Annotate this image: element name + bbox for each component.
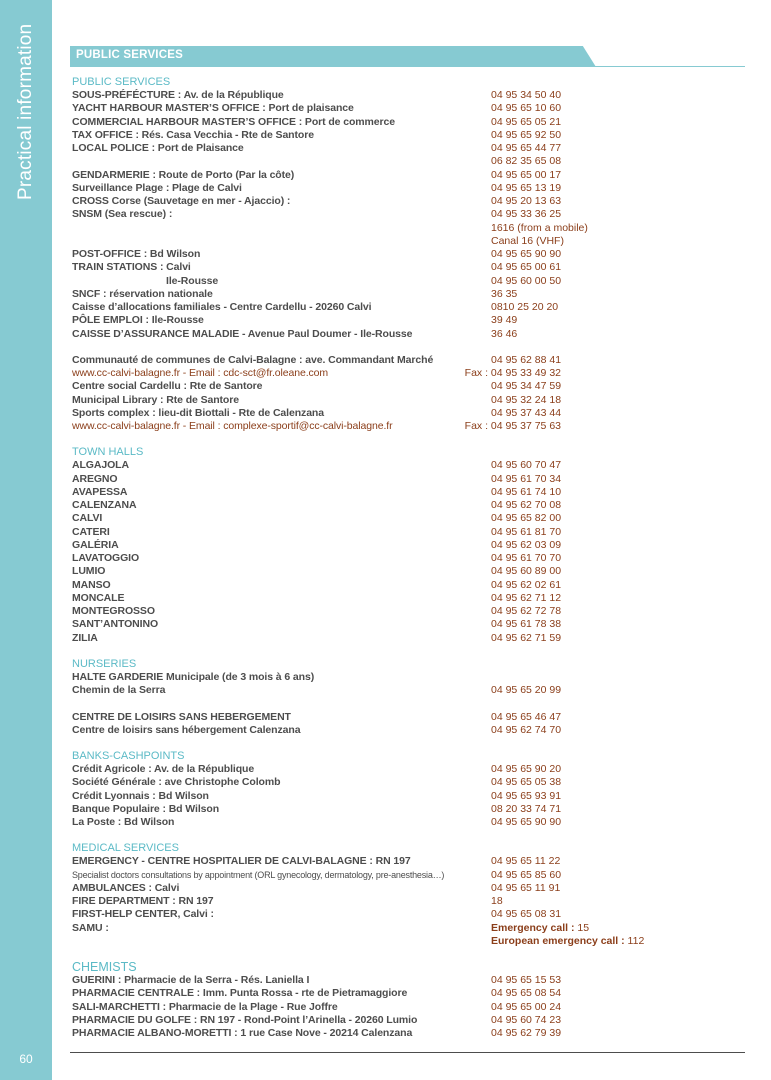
entry-phone: 04 95 65 11 22 xyxy=(491,855,561,868)
entry-phone: 04 95 65 90 20 xyxy=(491,763,562,775)
entry-label: PHARMACIE CENTRALE : Imm. Punta Rossa - rte de Pietramaggiore xyxy=(72,987,408,1000)
entry-phone: 18 xyxy=(491,895,503,907)
entry-label: Surveillance Plage : Plage de Calvi xyxy=(72,181,242,194)
list-item xyxy=(72,855,672,868)
list-item xyxy=(72,420,672,433)
list-item xyxy=(72,486,672,499)
section-title: CHEMISTS xyxy=(72,960,137,974)
entry-label: ALGAJOLA xyxy=(72,459,129,472)
entry-label: Sports complex : lieu-dit Biottali - Rte de Calenzana xyxy=(72,406,324,419)
list-item xyxy=(72,208,672,221)
entry-label: Centre social Cardellu : Rte de Santore xyxy=(72,380,263,393)
list-item xyxy=(72,512,672,525)
section-title: TOWN HALLS xyxy=(72,446,144,459)
list-item xyxy=(72,89,672,102)
list-item xyxy=(72,314,672,327)
entry-fax: Fax : 04 95 37 75 63 xyxy=(464,420,561,432)
list-item xyxy=(72,684,672,697)
entry-label: PHARMACIE DU GOLFE : RN 197 - Rond-Point l’Arinella - 20260 Lumio xyxy=(72,1013,418,1026)
entry-phone: 04 95 65 93 91 xyxy=(491,789,562,802)
list-item xyxy=(72,182,672,195)
entry-phone: 04 95 20 13 63 xyxy=(491,195,562,207)
entry-phone: 04 95 60 89 00 xyxy=(491,565,562,578)
list-item xyxy=(72,407,672,420)
entry-phone: 04 95 62 71 59 xyxy=(491,631,562,644)
entry-label: Municipal Library : Rte de Santore xyxy=(72,393,239,406)
website-link[interactable]: www.cc-calvi-balagne.fr - Email : complexe-sportif@cc-calvi-balagne.fr xyxy=(72,420,393,432)
banner-line xyxy=(70,66,745,67)
entry-label: Caisse d’allocations familiales - Centre Cardellu - 20260 Calvi xyxy=(72,301,372,313)
list-item xyxy=(72,155,672,168)
entry-label: GENDARMERIE : Route de Porto (Par la côte) xyxy=(72,168,295,181)
entry-label: Chemin de la Serra xyxy=(72,684,166,696)
list-item xyxy=(72,974,672,987)
section-community xyxy=(72,354,672,434)
page-number: 60 xyxy=(19,1052,33,1066)
list-item xyxy=(72,328,672,341)
european-emergency-label: European emergency call : xyxy=(491,934,625,947)
entry-phone: 04 95 65 44 77 xyxy=(491,142,562,154)
list-item xyxy=(72,671,672,684)
list-item xyxy=(72,922,672,935)
entry-phone: 04 95 65 05 21 xyxy=(491,115,562,128)
entry-phone: 04 95 65 08 54 xyxy=(491,987,562,1000)
list-item xyxy=(72,301,672,314)
list-item xyxy=(72,724,672,737)
entry-phone: 04 95 65 10 60 xyxy=(491,102,562,115)
entry-phone: 04 95 65 46 47 xyxy=(491,710,562,723)
entry-label: SALI-MARCHETTI : Pharmacie de la Plage - Rue Joffre xyxy=(72,1000,338,1013)
list-item xyxy=(72,129,672,142)
list-item xyxy=(72,116,672,129)
entry-label: FIRST-HELP CENTER, Calvi : xyxy=(72,908,214,921)
entry-phone: 39 49 xyxy=(491,314,518,327)
list-item xyxy=(72,539,672,552)
entry-label: CATERI xyxy=(72,525,110,538)
entry-phone: 04 95 37 43 44 xyxy=(491,406,562,419)
entry-phone: 04 95 62 79 39 xyxy=(491,1027,562,1039)
emergency-call-label: Emergency call : xyxy=(491,921,575,934)
section-public-services xyxy=(72,76,672,341)
entry-label: MANSO xyxy=(72,578,111,591)
list-item xyxy=(72,261,672,274)
list-item xyxy=(72,790,672,803)
entry-phone: 04 95 61 70 34 xyxy=(491,472,562,485)
entry-phone: 04 95 65 00 61 xyxy=(491,261,562,274)
entry-phone xyxy=(491,935,644,948)
list-item xyxy=(72,776,672,789)
entry-phone: 04 95 65 92 50 xyxy=(491,128,562,141)
list-item xyxy=(72,459,672,472)
entry-label: COMMERCIAL HARBOUR MASTER’S OFFICE : Port de commerce xyxy=(72,115,395,128)
entry-label: MONTEGROSSO xyxy=(72,605,155,617)
entry-phone: 04 95 65 82 00 xyxy=(491,512,562,525)
entry-phone: 1616 (from a mobile) xyxy=(491,221,588,234)
entry-label: Communauté de communes de Calvi-Balagne : ave. Commandant Marché xyxy=(72,353,434,366)
section-medical xyxy=(72,842,672,948)
entry-label: CAISSE D’ASSURANCE MALADIE - Avenue Paul Doumer - Ile-Rousse xyxy=(72,327,413,340)
entry-phone: 04 95 65 00 24 xyxy=(491,1000,562,1013)
entry-label: Ile-Rousse xyxy=(166,274,219,287)
emergency-call-number: 15 xyxy=(574,921,590,934)
entry-label: CALENZANA xyxy=(72,499,137,511)
entry-phone: 04 95 65 15 53 xyxy=(491,974,562,986)
entry-phone: 04 95 32 24 18 xyxy=(491,393,562,406)
footer-divider xyxy=(70,1052,745,1053)
entry-phone: 04 95 65 90 90 xyxy=(491,816,562,828)
directory-content xyxy=(72,76,672,1053)
entry-phone: 04 95 61 81 70 xyxy=(491,525,562,538)
list-item xyxy=(72,882,672,895)
list-item xyxy=(72,618,672,631)
entry-phone xyxy=(491,922,589,935)
list-item xyxy=(72,803,672,816)
entry-label: LAVATOGGIO xyxy=(72,552,140,564)
entry-label: POST-OFFICE : Bd Wilson xyxy=(72,248,201,260)
sidebar-title: Practical information xyxy=(15,23,36,200)
list-item xyxy=(72,552,672,565)
entry-phone: 04 95 61 74 10 xyxy=(491,485,562,498)
entry-phone: 08 20 33 74 71 xyxy=(491,802,562,815)
entry-label: FIRE DEPARTMENT : RN 197 xyxy=(72,895,214,907)
entry-phone: 36 35 xyxy=(491,287,518,300)
entry-phone: 04 95 62 88 41 xyxy=(491,353,562,366)
entry-phone: 04 95 65 13 19 xyxy=(491,181,562,194)
entry-phone: 04 95 65 20 99 xyxy=(491,684,562,696)
list-item xyxy=(72,579,672,592)
entry-phone: 04 95 62 72 78 xyxy=(491,605,562,617)
list-item xyxy=(72,102,672,115)
entry-label: EMERGENCY - CENTRE HOSPITALIER DE CALVI-BALAGNE : RN 197 xyxy=(72,855,411,868)
entry-label: LUMIO xyxy=(72,565,106,578)
entry-label: La Poste : Bd Wilson xyxy=(72,816,175,828)
entry-phone: 04 95 65 00 17 xyxy=(491,168,562,181)
entry-label: AMBULANCES : Calvi xyxy=(72,881,180,894)
list-item xyxy=(72,869,672,882)
entry-phone: 0810 25 20 20 xyxy=(491,301,559,313)
entry-phone: Canal 16 (VHF) xyxy=(491,234,564,247)
entry-label: Crédit Agricole : Av. de la République xyxy=(72,763,255,775)
list-item xyxy=(72,473,672,486)
list-item xyxy=(72,235,672,248)
list-item xyxy=(72,367,672,380)
list-item xyxy=(72,394,672,407)
list-item xyxy=(72,222,672,235)
entry-label: Specialist doctors consultations by appointment (ORL gynecology, dermatology, pre-anesthesia…) xyxy=(72,869,445,880)
list-item xyxy=(72,288,672,301)
list-item xyxy=(72,592,672,605)
list-item xyxy=(72,275,672,288)
website-link[interactable]: www.cc-calvi-balagne.fr - Email : cdc-sct@fr.oleane.com xyxy=(72,367,329,379)
entry-label: Banque Populaire : Bd Wilson xyxy=(72,802,220,815)
entry-phone: 04 95 62 70 08 xyxy=(491,499,562,511)
entry-label: HALTE GARDERIE Municipale (de 3 mois à 6 ans) xyxy=(72,670,315,683)
entry-label: TRAIN STATIONS : Calvi xyxy=(72,261,191,274)
list-item xyxy=(72,987,672,1000)
entry-label: TAX OFFICE : Rés. Casa Vecchia - Rte de Santore xyxy=(72,128,314,141)
entry-label: SAMU : xyxy=(72,921,109,934)
entry-label: CROSS Corse (Sauvetage en mer - Ajaccio) : xyxy=(72,195,291,207)
list-item xyxy=(72,632,672,645)
list-item xyxy=(72,499,672,512)
entry-phone: 04 95 65 05 38 xyxy=(491,776,562,789)
list-item xyxy=(72,565,672,578)
entry-phone: 04 95 60 74 23 xyxy=(491,1013,562,1026)
section-banner xyxy=(70,46,745,68)
list-item xyxy=(72,169,672,182)
list-item xyxy=(72,763,672,776)
list-item xyxy=(72,248,672,261)
entry-label: Société Générale : ave Christophe Colomb xyxy=(72,776,281,789)
entry-label: Crédit Lyonnais : Bd Wilson xyxy=(72,789,209,802)
list-item xyxy=(72,1014,672,1027)
list-item xyxy=(72,895,672,908)
list-item xyxy=(72,142,672,155)
list-item xyxy=(72,1027,672,1040)
section-title: MEDICAL SERVICES xyxy=(72,842,179,855)
entry-phone: 04 95 65 11 91 xyxy=(491,881,561,894)
spacer xyxy=(72,697,672,710)
entry-phone: 04 95 62 71 12 xyxy=(491,591,562,604)
entry-label: GUERINI : Pharmacie de la Serra - Rés. Laniella I xyxy=(72,974,310,986)
section-title: BANKS-CASHPOINTS xyxy=(72,750,185,762)
entry-phone: 04 95 60 00 50 xyxy=(491,274,562,287)
entry-fax: Fax : 04 95 33 49 32 xyxy=(464,367,561,379)
section-chemists xyxy=(72,961,672,1040)
list-item xyxy=(72,195,672,208)
list-item xyxy=(72,935,672,948)
entry-label: GALÉRIA xyxy=(72,538,119,551)
sidebar xyxy=(0,0,52,1080)
entry-label: CALVI xyxy=(72,512,103,525)
list-item xyxy=(72,908,672,921)
entry-label: AVAPESSA xyxy=(72,485,128,498)
entry-phone: 06 82 35 65 08 xyxy=(491,155,562,168)
entry-phone: 04 95 65 08 31 xyxy=(491,908,562,921)
entry-phone: 04 95 62 03 09 xyxy=(491,538,562,551)
entry-label: SOUS-PRÉFÉCTURE : Av. de la République xyxy=(72,89,284,101)
entry-label: Centre de loisirs sans hébergement Calenzana xyxy=(72,723,301,736)
banner-title: PUBLIC SERVICES xyxy=(76,49,183,61)
entry-label: MONCALE xyxy=(72,591,125,604)
entry-phone: 36 46 xyxy=(491,327,518,340)
list-item xyxy=(72,526,672,539)
entry-label: LOCAL POLICE : Port de Plaisance xyxy=(72,142,244,154)
entry-label: CENTRE DE LOISIRS SANS HEBERGEMENT xyxy=(72,710,291,723)
entry-phone: 04 95 65 85 60 xyxy=(491,868,562,881)
section-title: NURSERIES xyxy=(72,657,137,670)
section-title: PUBLIC SERVICES xyxy=(72,76,171,88)
entry-phone: 04 95 65 90 90 xyxy=(491,248,562,260)
list-item xyxy=(72,711,672,724)
entry-phone: 04 95 33 36 25 xyxy=(491,208,562,221)
entry-label: SNSM (Sea rescue) : xyxy=(72,208,173,221)
european-emergency-number: 112 xyxy=(624,934,645,947)
list-item xyxy=(72,354,672,367)
entry-label: SNCF : réservation nationale xyxy=(72,287,213,300)
entry-phone: 04 95 60 70 47 xyxy=(491,459,562,472)
section-nurseries xyxy=(72,658,672,737)
entry-label: AREGNO xyxy=(72,472,118,485)
entry-label: YACHT HARBOUR MASTER’S OFFICE : Port de plaisance xyxy=(72,102,354,115)
list-item xyxy=(72,380,672,393)
entry-phone: 04 95 62 02 61 xyxy=(491,578,562,591)
entry-phone: 04 95 62 74 70 xyxy=(491,723,562,736)
list-item xyxy=(72,1001,672,1014)
list-item xyxy=(72,605,672,618)
section-town-halls xyxy=(72,446,672,645)
list-item xyxy=(72,816,672,829)
entry-phone: 04 95 34 47 59 xyxy=(491,380,562,393)
entry-phone: 04 95 61 78 38 xyxy=(491,618,562,631)
section-banks xyxy=(72,750,672,829)
entry-label: PÔLE EMPLOI : Ile-Rousse xyxy=(72,314,204,327)
entry-phone: 04 95 61 70 70 xyxy=(491,552,562,564)
entry-phone: 04 95 34 50 40 xyxy=(491,89,562,101)
entry-label: ZILIA xyxy=(72,631,98,644)
entry-label: SANT’ANTONINO xyxy=(72,618,159,631)
entry-label: PHARMACIE ALBANO-MORETTI : 1 rue Case Nove - 20214 Calenzana xyxy=(72,1027,413,1039)
